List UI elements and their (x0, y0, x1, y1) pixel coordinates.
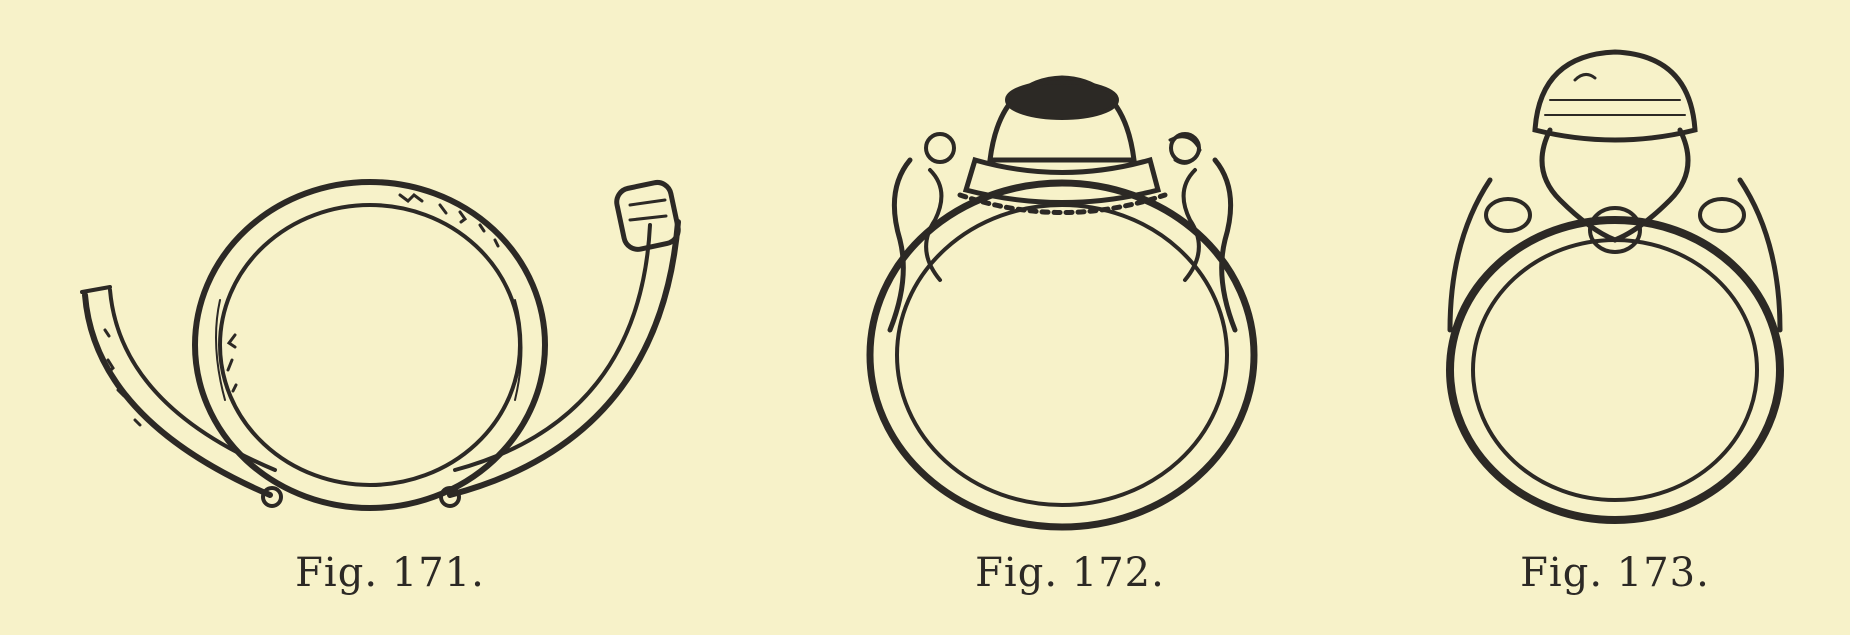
figure-172 (840, 0, 1300, 635)
figure-caption: Fig. 173. (1520, 550, 1710, 596)
figure-173 (1430, 0, 1800, 635)
figure-caption: Fig. 172. (975, 550, 1165, 596)
ring-173-engraving (1430, 0, 1800, 540)
ring-171-engraving (60, 0, 720, 540)
figure-171 (60, 0, 720, 635)
figure-caption: Fig. 171. (295, 550, 485, 596)
ring-172-engraving (840, 0, 1300, 540)
